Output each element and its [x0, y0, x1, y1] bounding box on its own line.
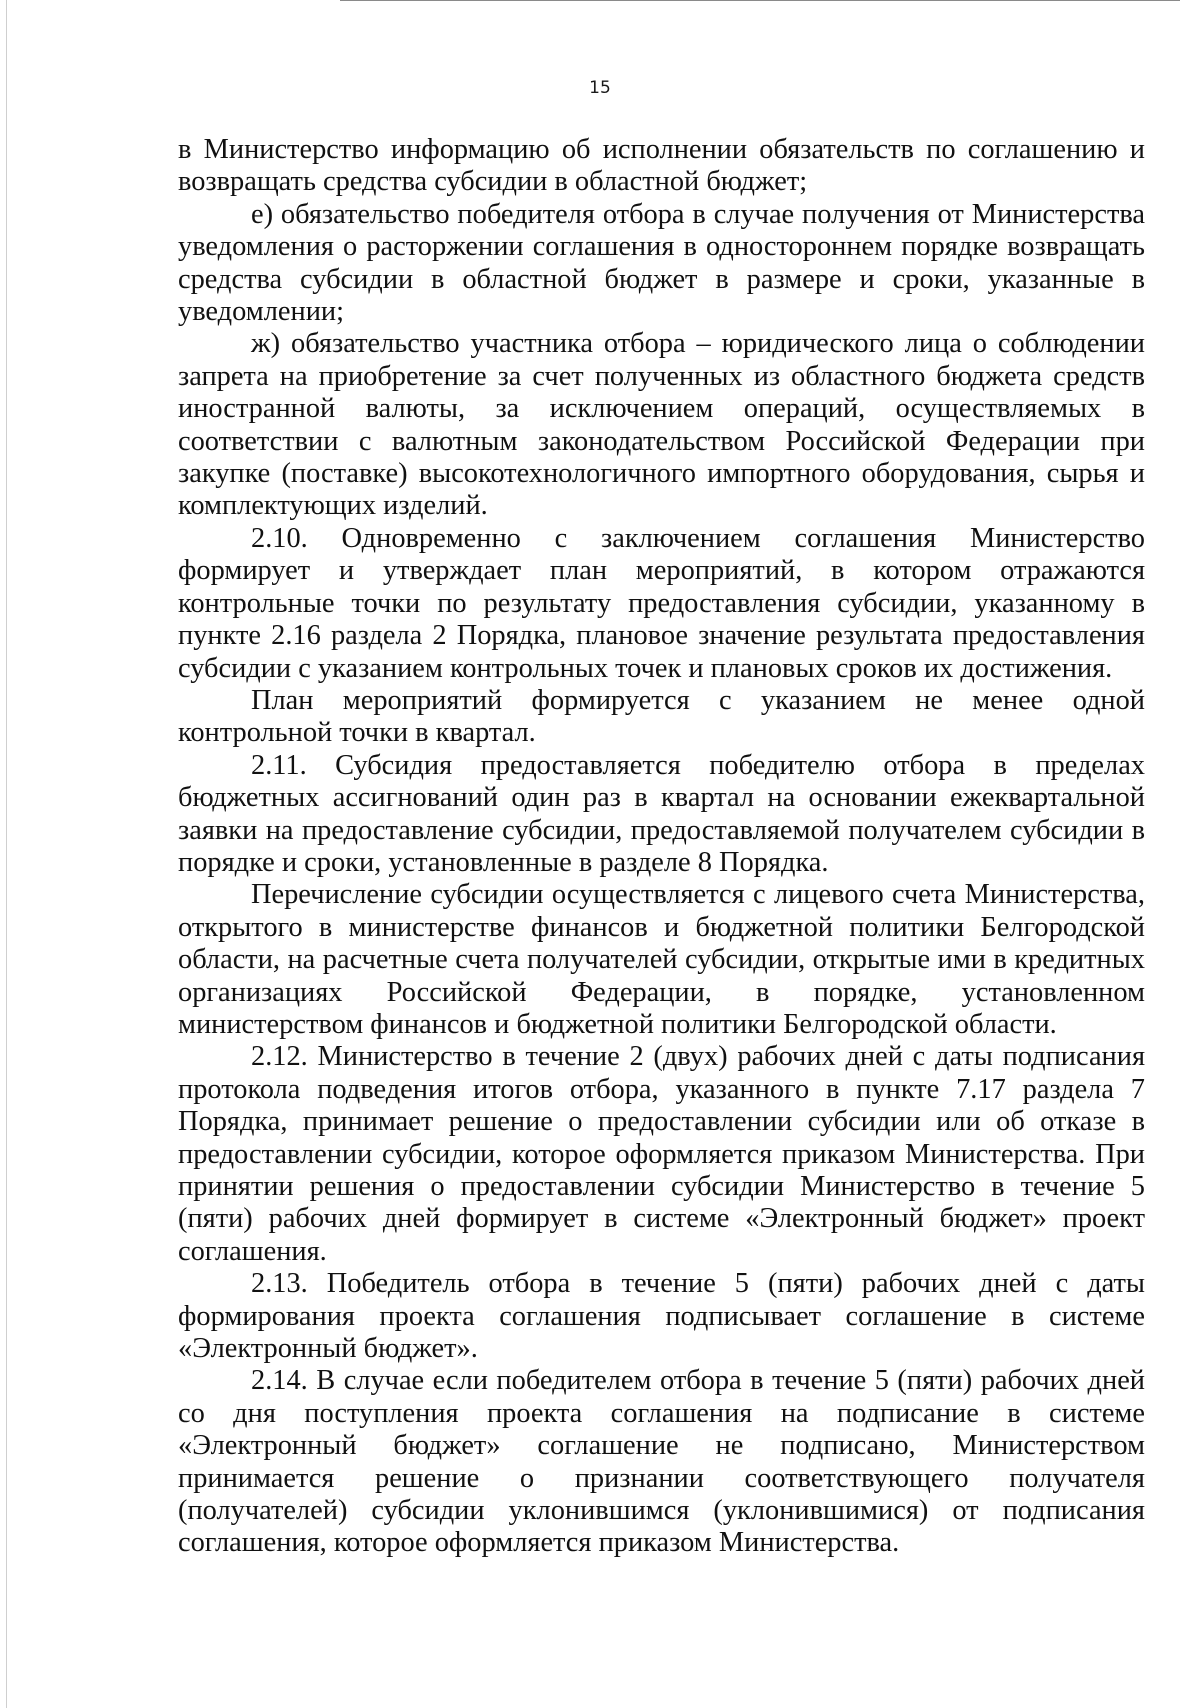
- paragraph-transfer: Перечисление субсидии осуществляется с лицевого счета Министерства, открытого в министерстве финансов и бюджетной политики Белгородской области, на расчетные счета получателей субсидии, открытые ими в кредитных организациях Российской Федерации, в порядке, установленном министерством финансов и бюджетной политики Белгородской области.: [178, 879, 1145, 1040]
- scan-edge-top: [340, 0, 1180, 1]
- paragraph-action-plan: План мероприятий формируется с указанием не менее одной контрольной точки в квартал.: [178, 684, 1145, 749]
- paragraph-item-e: е) обязательство победителя отбора в случае получения от Министерства уведомления о расторжении соглашения в одностороннем порядке возвращать средства субсидии в областной бюджет в размере и сроки, указанные в уведомлении;: [178, 198, 1145, 328]
- scan-edge-left: [6, 0, 7, 1708]
- paragraph-2-10: 2.10. Одновременно с заключением соглашения Министерство формирует и утверждает план мероприятий, в котором отражаются контрольные точки по результату предоставления субсидии, указанному в пункте 2.16 раздела 2 Порядка, плановое значение результата предоставления субсидии с указанием контрольных точек и плановых сроков их достижения.: [178, 522, 1145, 684]
- paragraph-2-13: 2.13. Победитель отбора в течение 5 (пяти) рабочих дней с даты формирования проекта соглашения подписывает соглашение в системе «Электронный бюджет».: [178, 1268, 1145, 1365]
- paragraph-2-14: 2.14. В случае если победителем отбора в течение 5 (пяти) рабочих дней со дня поступления проекта соглашения на подписание в системе «Электронный бюджет» соглашение не подписано, Министерством принимается решение о признании соответствующего получателя (получателей) субсидии уклонившимся (уклонившимися) от подписания соглашения, которое оформляется приказом Министерства.: [178, 1365, 1145, 1559]
- document-body: [178, 134, 1145, 1560]
- paragraph-item-zh: ж) обязательство участника отбора – юридического лица о соблюдении запрета на приобретение за счет полученных из областного бюджета средств иностранной валюты, за исключением операций, осуществляемых в соответствии с валютным законодательством Российской Федерации при закупке (поставке) высокотехнологичного импортного оборудования, сырья и комплектующих изделий.: [178, 328, 1145, 522]
- page-number: 15: [589, 78, 611, 98]
- paragraph-2-11: 2.11. Субсидия предоставляется победителю отбора в пределах бюджетных ассигнований один раз в квартал на основании ежеквартальной заявки на предоставление субсидии, предоставляемой получателем субсидии в порядке и сроки, установленные в разделе 8 Порядка.: [178, 749, 1145, 878]
- paragraph-continuation: в Министерство информацию об исполнении обязательств по соглашению и возвращать средства субсидии в областной бюджет;: [178, 134, 1145, 198]
- paragraph-2-12: 2.12. Министерство в течение 2 (двух) рабочих дней с даты подписания протокола подведения итогов отбора, указанного в пункте 7.17 раздела 7 Порядка, принимает решение о предоставлении субсидии или об отказе в предоставлении субсидии, которое оформляется приказом Министерства. При принятии решения о предоставлении субсидии Министерство в течение 5 (пяти) рабочих дней формирует в системе «Электронный бюджет» проект соглашения.: [178, 1041, 1145, 1267]
